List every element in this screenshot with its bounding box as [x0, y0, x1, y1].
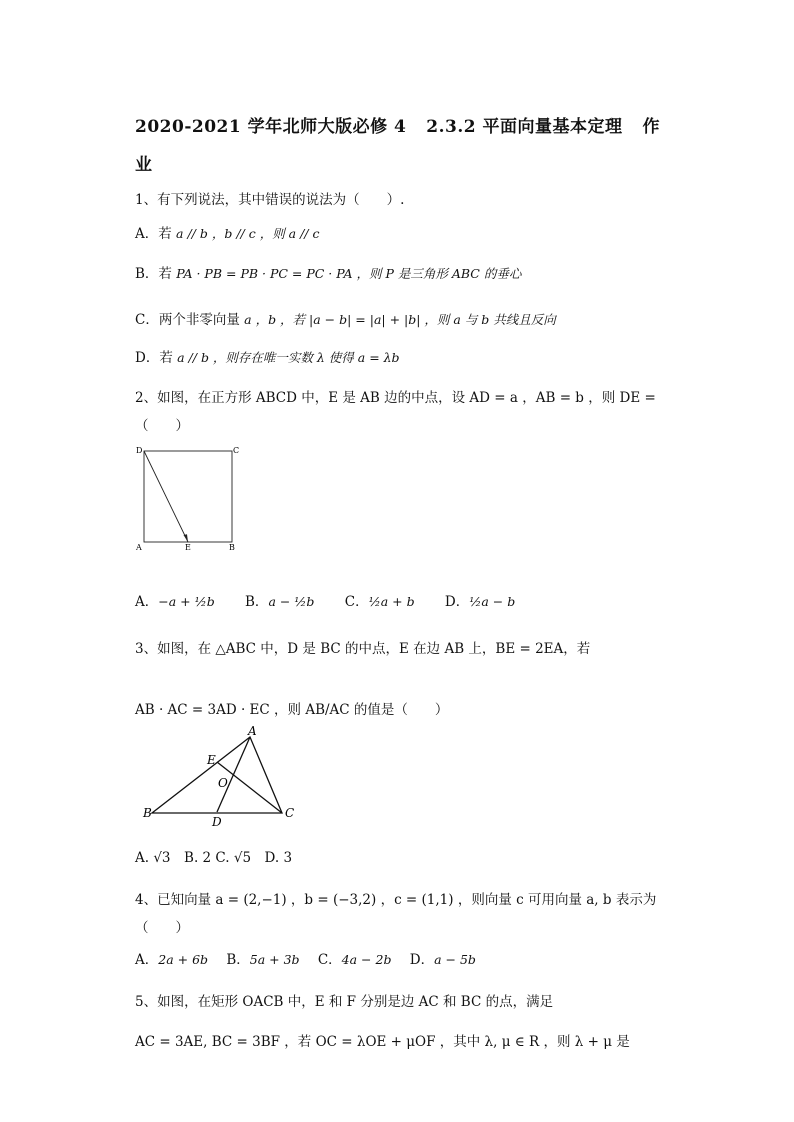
- q2-d-expr: ½a − b: [469, 594, 516, 609]
- label-b: B: [143, 806, 152, 820]
- q2-a-expr: −a + ½b: [158, 594, 215, 609]
- q4-a-expr: 2a + 6b: [158, 952, 209, 967]
- q4-options: [135, 948, 490, 968]
- title-part1: 2020-2021 学年北师大版必修 4: [135, 117, 407, 137]
- q1-b-prefix: B．若: [135, 266, 172, 282]
- label-c: C: [285, 806, 295, 820]
- q2-option-a: [135, 590, 215, 610]
- q5-stem: 5、如图，在矩形 OACB 中，E 和 F 分别是边 AC 和 BC 的点，满足: [135, 994, 554, 1010]
- q4-b-key: B．: [226, 952, 250, 968]
- q1-option-a: [135, 222, 320, 242]
- q1-d-expr: a // b ，则存在唯一实数 λ 使得 a = λb: [177, 350, 400, 365]
- q3-stem2: AB · AC = 3AD · EC ，则 AB/AC 的值是（ ）: [135, 702, 449, 718]
- q4-a-key: A．: [135, 952, 159, 968]
- q2-c-key: C．: [344, 594, 369, 610]
- q3-options: A. √3 B. 2 C. √5 D. 3: [135, 850, 293, 866]
- q1-c-expr: a ，b ，若 |a − b| = |a| + |b| ，则 a 与 b 共线且反向: [244, 312, 556, 327]
- label-a: A: [136, 543, 142, 552]
- q2-option-b: [245, 590, 314, 610]
- q3-triangle-figure: [140, 722, 310, 832]
- q2-a-key: A．: [135, 594, 159, 610]
- q2-option-d: [445, 590, 515, 610]
- q4-option-b: [226, 948, 299, 968]
- q1-option-c: [135, 308, 556, 328]
- label-d: D: [136, 446, 143, 455]
- q1-stem: 1、有下列说法，其中错误的说法为（ ）.: [135, 192, 405, 208]
- label-e: E: [185, 543, 191, 552]
- q4-c-key: C．: [317, 952, 342, 968]
- triangle-abc: [152, 737, 282, 813]
- q1-d-prefix: D．若: [135, 350, 173, 366]
- q2-stem: 2、如图，在正方形 ABCD 中，E 是 AB 边的中点，设 AD = a ，AB = b ，则 DE =: [135, 390, 656, 406]
- q2-b-expr: a − ½b: [268, 594, 315, 609]
- title-part2: 2.3.2 平面向量基本定理: [426, 117, 623, 137]
- title-continuation: 业: [135, 155, 152, 175]
- square-abcd: [144, 451, 232, 542]
- q2-b-key: B．: [245, 594, 269, 610]
- q4-option-c: [318, 948, 392, 968]
- label-c: C: [233, 446, 240, 455]
- q1-b-expr: PA · PB = PB · PC = PC · PA ，则 P 是三角形 ABC 的垂心: [176, 266, 522, 281]
- q4-d-key: D．: [409, 952, 435, 968]
- q3-stem: 3、如图，在 △ABC 中，D 是 BC 的中点，E 在边 AB 上，BE = 2EA，若: [135, 641, 591, 657]
- q4-c-expr: 4a − 2b: [341, 952, 392, 967]
- q2-c-expr: ½a + b: [368, 594, 415, 609]
- label-o: O: [218, 776, 228, 790]
- q1-c-prefix: C．两个非零向量: [135, 312, 240, 328]
- label-e: E: [207, 753, 216, 767]
- q1-option-d: [135, 346, 400, 366]
- q2-square-figure: [130, 440, 245, 555]
- q2-d-key: D．: [444, 594, 470, 610]
- doc-title: [135, 112, 660, 137]
- q2-option-c: [345, 590, 415, 610]
- q4-stem: 4、已知向量 a = (2,−1) ，b = (−3,2) ，c = (1,1) ，则向量 c 可用向量 a, b 表示为: [135, 892, 657, 908]
- label-b: B: [229, 543, 235, 552]
- q4-option-a: [135, 948, 208, 968]
- q4-option-d: [410, 948, 476, 968]
- q4-d-expr: a − 5b: [434, 952, 476, 967]
- q4-b-expr: 5a + 3b: [249, 952, 300, 967]
- segment-de: [144, 451, 188, 542]
- label-d: D: [212, 815, 222, 829]
- q4-stem2: （ ）: [135, 920, 189, 936]
- q1-a-prefix: A．若: [135, 226, 172, 242]
- arrow-head-icon: [184, 534, 189, 542]
- q5-stem2: AC = 3AE, BC = 3BF ，若 OC = λOE + μOF ，其中 λ, μ ∈ R ，则 λ + μ 是: [135, 1034, 630, 1050]
- q1-a-expr: a // b ，b // c ，则 a // c: [176, 226, 320, 241]
- q2-options: [135, 590, 541, 610]
- title-part3: 作: [642, 117, 660, 137]
- label-a: A: [248, 724, 257, 738]
- q2-stem2: （ ）: [135, 418, 189, 434]
- q1-option-b: [135, 262, 521, 282]
